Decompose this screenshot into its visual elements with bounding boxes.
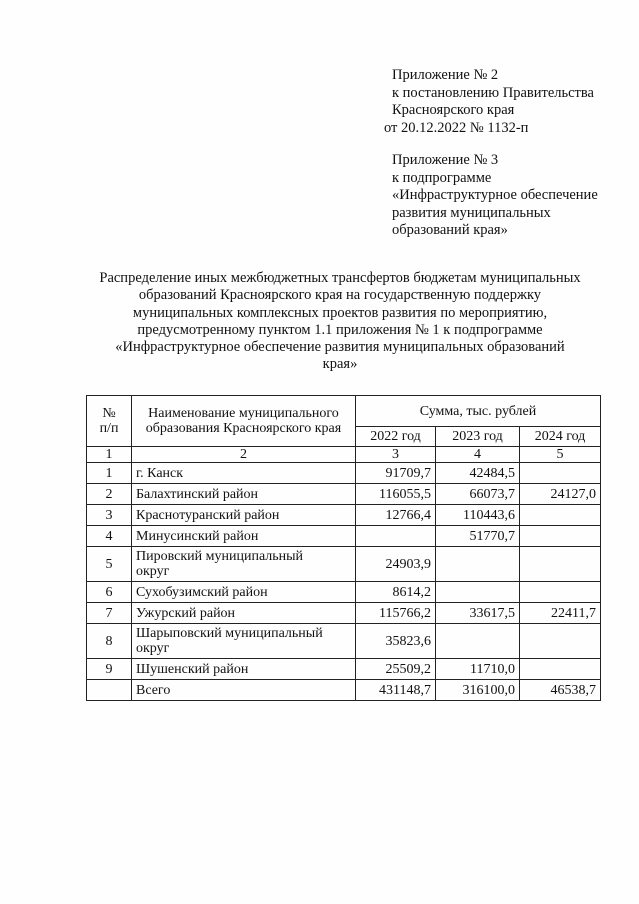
value-2022 <box>356 526 436 547</box>
table-row <box>87 505 601 526</box>
header-year-2023: 2023 год <box>436 427 520 447</box>
appendix-3-reference <box>392 152 598 240</box>
index-cell: 1 <box>87 447 132 463</box>
index-cell: 2 <box>132 447 356 463</box>
total-2022: 431148,7 <box>356 680 436 701</box>
table-row <box>87 484 601 505</box>
table-row <box>87 603 601 624</box>
title-line: «Инфраструктурное обеспечение развития муниципальных образований <box>115 339 565 356</box>
value-2023: 110443,6 <box>436 505 520 526</box>
row-number: 2 <box>87 484 132 505</box>
table-row <box>87 463 601 484</box>
appendix-line: к подпрограмме <box>392 169 492 186</box>
appendix-line: образований края» <box>392 222 508 238</box>
appendix-line: «Инфраструктурное обеспечение <box>392 187 598 203</box>
value-2023 <box>436 582 520 603</box>
value-2022: 91709,7 <box>356 463 436 484</box>
table-row <box>87 526 601 547</box>
row-number: 9 <box>87 659 132 680</box>
municipality-name: Шушенский район <box>132 659 356 680</box>
document-title <box>80 270 600 374</box>
index-cell: 4 <box>436 447 520 463</box>
appendix-line: Приложение № 3 <box>392 152 499 168</box>
total-number-cell <box>87 680 132 701</box>
value-2024 <box>520 505 601 526</box>
index-cell: 3 <box>356 447 436 463</box>
row-number: 3 <box>87 505 132 526</box>
table-row <box>87 659 601 680</box>
total-2023: 316100,0 <box>436 680 520 701</box>
value-2022: 8614,2 <box>356 582 436 603</box>
appendix-line: к постановлению Правительства <box>392 84 594 101</box>
header-year-2022: 2022 год <box>356 427 436 447</box>
municipality-name: Минусинский район <box>132 526 356 547</box>
value-2024: 24127,0 <box>520 484 601 505</box>
value-2022: 35823,6 <box>356 624 436 659</box>
row-number: 1 <box>87 463 132 484</box>
municipality-name: г. Канск <box>132 463 356 484</box>
header-municipality: Наименование муниципального образования Красноярского края <box>132 396 356 447</box>
appendix-2-reference <box>384 67 594 137</box>
appendix-line: Приложение № 2 <box>392 67 499 83</box>
value-2022: 12766,4 <box>356 505 436 526</box>
value-2022: 24903,9 <box>356 547 436 582</box>
header-number: № п/п <box>87 396 132 447</box>
total-label: Всего <box>132 680 356 701</box>
title-line: Распределение иных межбюджетных трансфертов бюджетам муниципальных <box>99 270 581 286</box>
municipality-name: Сухобузимский район <box>132 582 356 603</box>
value-2023: 33617,5 <box>436 603 520 624</box>
appendix-line: Красноярского края <box>392 102 515 118</box>
municipality-name: Пировский муниципальный округ <box>132 547 356 582</box>
value-2024 <box>520 547 601 582</box>
value-2024 <box>520 659 601 680</box>
row-number: 4 <box>87 526 132 547</box>
value-2023: 11710,0 <box>436 659 520 680</box>
value-2022: 25509,2 <box>356 659 436 680</box>
row-number: 6 <box>87 582 132 603</box>
value-2024 <box>520 463 601 484</box>
value-2024 <box>520 624 601 659</box>
municipality-name: Балахтинский район <box>132 484 356 505</box>
appendix-line: развития муниципальных <box>392 204 551 221</box>
header-sum: Сумма, тыс. рублей <box>356 396 601 427</box>
value-2024 <box>520 526 601 547</box>
municipality-name: Краснотуранский район <box>132 505 356 526</box>
value-2024 <box>520 582 601 603</box>
value-2023 <box>436 547 520 582</box>
value-2022: 115766,2 <box>356 603 436 624</box>
title-line: края» <box>322 356 358 373</box>
row-number: 5 <box>87 547 132 582</box>
value-2022: 116055,5 <box>356 484 436 505</box>
title-line: образований Красноярского края на государственную поддержку <box>138 287 542 304</box>
appendix-line: от 20.12.2022 № 1132-п <box>384 119 529 136</box>
value-2023: 42484,5 <box>436 463 520 484</box>
value-2023: 66073,7 <box>436 484 520 505</box>
table-row <box>87 624 601 659</box>
total-2024: 46538,7 <box>520 680 601 701</box>
column-index-row <box>87 447 601 463</box>
table-row <box>87 547 601 582</box>
municipality-name: Ужурский район <box>132 603 356 624</box>
row-number: 7 <box>87 603 132 624</box>
value-2023: 51770,7 <box>436 526 520 547</box>
value-2023 <box>436 624 520 659</box>
municipality-name: Шарыповский муниципальный округ <box>132 624 356 659</box>
index-cell: 5 <box>520 447 601 463</box>
title-line: муниципальных комплексных проектов развития по мероприятию, <box>132 304 548 321</box>
table-row <box>87 582 601 603</box>
title-line: предусмотренному пунктом 1.1 приложения № 1 к подпрограмме <box>137 321 543 338</box>
distribution-table <box>86 395 601 701</box>
header-year-2024: 2024 год <box>520 427 601 447</box>
total-row <box>87 680 601 701</box>
row-number: 8 <box>87 624 132 659</box>
value-2024: 22411,7 <box>520 603 601 624</box>
